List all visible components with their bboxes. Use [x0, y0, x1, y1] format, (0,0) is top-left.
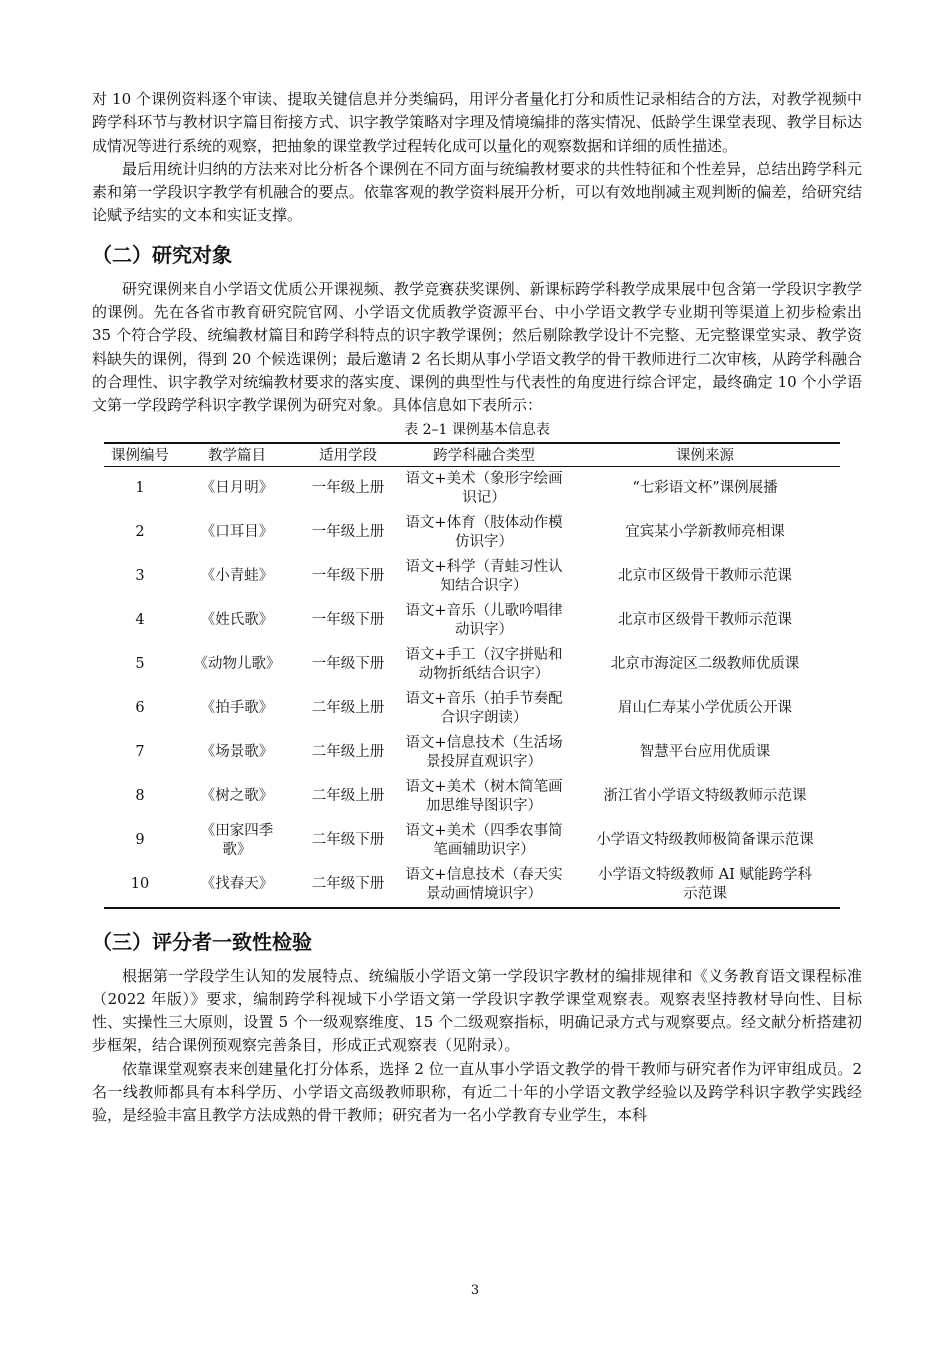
cell-integration-type	[398, 819, 570, 863]
cell-lesson-title	[176, 819, 298, 863]
cell-lesson-title	[176, 643, 298, 687]
cell-source	[570, 511, 840, 555]
cell-grade-text: 二年级下册	[311, 832, 385, 849]
table-row	[104, 863, 840, 908]
paragraph-intro-1: 对 10 个课例资料逐个审读、提取关键信息并分类编码，用评分者量化打分和质性记录相结合的方法，对教学视频中跨学科环节与教材识字篇目衔接方式、识字教学策略对字理及情境编排的落实情况、低龄学生课堂表现、教学目标达成情况等进行系统的观察，把抽象的课堂教学过程转化成可以量化的观察数据和详细的质性描述。	[92, 90, 862, 155]
cell-integration-type-text: 语文+信息技术（春天实景动画情境识字）	[405, 866, 563, 902]
table-row	[104, 687, 840, 731]
cell-course-id-text: 7	[135, 744, 145, 761]
header-integration-type: 跨学科融合类型	[398, 443, 570, 467]
cell-grade-text: 一年级上册	[311, 480, 385, 497]
cell-integration-type	[398, 863, 570, 908]
cell-course-id-text: 1	[135, 480, 145, 497]
cell-grade	[298, 863, 398, 908]
cell-integration-type-text: 语文+美术（四季农事简笔画辅助识字）	[405, 822, 563, 858]
cell-grade	[298, 599, 398, 643]
cell-source-text: 智慧平台应用优质课	[639, 744, 771, 761]
cell-course-id	[104, 555, 176, 599]
cell-course-id	[104, 731, 176, 775]
cell-grade	[298, 775, 398, 819]
cell-lesson-title-text: 《小青蛙》	[200, 568, 274, 585]
cell-integration-type-text: 语文+音乐（拍手节奏配合识字朗读）	[405, 690, 563, 726]
cell-lesson-title-text: 《拍手歌》	[200, 700, 274, 717]
paragraph-intro-2: 最后用统计归纳的方法来对比分析各个课例在不同方面与统编教材要求的共性特征和个性差异，总结出跨学科元素和第一学段识字教学有机融合的要点。依靠客观的教学资料展开分析，可以有效地削减主观判断的偏差，给研究结论赋予结实的文本和实证支撑。	[92, 159, 862, 225]
cell-integration-type	[398, 555, 570, 599]
cell-integration-type	[398, 687, 570, 731]
cell-integration-type	[398, 466, 570, 511]
cell-grade-text: 一年级下册	[311, 568, 385, 585]
cell-source-text: 北京市区级骨干教师示范课	[618, 612, 792, 629]
table-body	[104, 466, 840, 908]
cell-source-text: 小学语文特级教师 AI 赋能跨学科示范课	[598, 866, 812, 902]
cell-course-id-text: 2	[135, 524, 145, 541]
table-row	[104, 511, 840, 555]
cell-grade-text: 二年级下册	[311, 876, 385, 893]
cell-grade	[298, 687, 398, 731]
cell-source	[570, 555, 840, 599]
cell-grade	[298, 819, 398, 863]
paragraph-rater-1: 根据第一学段学生认知的发展特点、统编版小学语文第一学段识字教材的编排规律和《义务教育语文课程标准（2022 年版）》要求，编制跨学科视域下小学语文第一学段识字教学课堂观察表。观察表坚持教材导向性、目标性、实操性三大原则，设置 5 个一级观察维度、15 个二级观察指标，明确记录方式与观察要点。经文献分析搭建初步框架，结合课例预观察完善条目，形成正式观察表（见附录）。	[92, 966, 862, 1055]
cell-lesson-title	[176, 775, 298, 819]
cell-grade	[298, 511, 398, 555]
cell-source	[570, 466, 840, 511]
cell-source	[570, 775, 840, 819]
cell-grade-text: 二年级上册	[311, 788, 385, 805]
cell-course-id	[104, 775, 176, 819]
cell-lesson-title	[176, 511, 298, 555]
cell-integration-type	[398, 775, 570, 819]
cell-lesson-title	[176, 466, 298, 511]
cell-lesson-title	[176, 863, 298, 908]
cell-grade	[298, 555, 398, 599]
cell-source-text: 浙江省小学语文特级教师示范课	[603, 788, 807, 805]
cell-course-id-text: 5	[135, 656, 145, 673]
cell-integration-type	[398, 599, 570, 643]
cell-grade-text: 二年级上册	[311, 744, 385, 761]
cell-source	[570, 863, 840, 908]
cell-course-id-text: 4	[135, 612, 145, 629]
cell-source	[570, 599, 840, 643]
table-row	[104, 819, 840, 863]
paragraph-rater-2: 依靠课堂观察表来创建量化打分体系，选择 2 位一直从事小学语文教学的骨干教师与研究者作为评审组成员。2 名一线教师都具有本科学历、小学语文高级教师职称，有近二十年的小学语文教学经验以及跨学科识字教学实践经验，是经验丰富且教学方法成熟的骨干教师；研究者为一名小学教育专业学生，本科	[92, 1059, 862, 1125]
cell-lesson-title-text: 《树之歌》	[200, 788, 274, 805]
cell-lesson-title-text: 《口耳目》	[200, 524, 274, 541]
cell-course-id	[104, 599, 176, 643]
header-grade: 适用学段	[298, 443, 398, 467]
cell-lesson-title-text: 《日月明》	[200, 480, 274, 497]
cell-integration-type-text: 语文+体育（肢体动作模仿识字）	[405, 514, 563, 550]
table-header-row	[104, 443, 840, 467]
cell-course-id	[104, 687, 176, 731]
cell-course-id	[104, 819, 176, 863]
cell-lesson-title	[176, 731, 298, 775]
table-row	[104, 555, 840, 599]
cell-course-id	[104, 863, 176, 908]
cell-source-text: 北京市区级骨干教师示范课	[618, 568, 792, 585]
cell-lesson-title	[176, 555, 298, 599]
cell-lesson-title-text: 《姓氏歌》	[200, 612, 274, 629]
cell-lesson-title-text: 《田家四季歌》	[200, 822, 274, 858]
cell-source-text: 眉山仁寿某小学优质公开课	[618, 700, 792, 717]
cell-integration-type	[398, 731, 570, 775]
cell-grade-text: 二年级上册	[311, 700, 385, 717]
cell-source	[570, 643, 840, 687]
cell-course-id-text: 10	[130, 876, 150, 893]
cell-integration-type-text: 语文+美术（树木简笔画加思维导图识字）	[405, 778, 563, 814]
cell-grade	[298, 466, 398, 511]
header-course-id: 课例编号	[104, 443, 176, 467]
cell-integration-type-text: 语文+科学（青蛙习性认知结合识字）	[405, 558, 563, 594]
cell-course-id-text: 6	[135, 700, 145, 717]
cell-source-text: 小学语文特级教师极简备课示范课	[596, 832, 814, 849]
cell-course-id	[104, 466, 176, 511]
cell-source-text: 宜宾某小学新教师亮相课	[625, 524, 785, 541]
cell-grade-text: 一年级上册	[311, 524, 385, 541]
cell-course-id	[104, 643, 176, 687]
cell-source-text: “七彩语文杯”课例展播	[632, 480, 778, 497]
cell-lesson-title	[176, 599, 298, 643]
cell-grade	[298, 731, 398, 775]
cell-lesson-title-text: 《场景歌》	[200, 744, 274, 761]
cell-grade-text: 一年级下册	[311, 656, 385, 673]
cell-source-text: 北京市海淀区二级教师优质课	[610, 656, 800, 673]
paragraph-research-objects: 研究课例来自小学语文优质公开课视频、教学竞赛获奖课例、新课标跨学科教学成果展中包含第一学段识字教学的课例。先在各省市教育研究院官网、小学语文优质教学资源平台、中小学语文教学专业期刊等渠道上初步检索出 35 个符合学段、统编教材篇目和跨学科特点的识字教学课例；然后剔除教学设计不完整、无完整课堂实录、教学资料缺失的课例，得到 20 个候选课例；最后邀请 2 名长期从事小学语文教学的骨干教师进行二次审核，从跨学科融合的合理性、识字教学对统编教材要求的落实度、课例的典型性与代表性的角度进行综合评定，最终确定 10 个小学语文第一学段跨学科识字教学课例为研究对象。具体信息如下表所示：	[92, 279, 862, 415]
section-title-research-objects: （二）研究对象	[92, 242, 232, 267]
page-content	[92, 88, 862, 1128]
section-title-rater-consistency: （三）评分者一致性检验	[92, 929, 312, 954]
cell-integration-type-text: 语文+信息技术（生活场景投屏直观识字）	[405, 734, 563, 770]
page-number: 3	[470, 1283, 480, 1298]
cell-integration-type	[398, 643, 570, 687]
cell-course-id-text: 8	[135, 788, 145, 805]
header-source: 课例来源	[570, 443, 840, 467]
cell-course-id-text: 3	[135, 568, 145, 585]
cell-grade-text: 一年级下册	[311, 612, 385, 629]
cell-lesson-title	[176, 687, 298, 731]
cell-integration-type-text: 语文+音乐（儿歌吟唱律动识字）	[405, 602, 563, 638]
cell-lesson-title-text: 《动物儿歌》	[193, 656, 281, 673]
cell-lesson-title-text: 《找春天》	[200, 876, 274, 893]
table-row	[104, 775, 840, 819]
cell-source	[570, 819, 840, 863]
cell-source	[570, 687, 840, 731]
cell-course-id-text: 9	[135, 832, 145, 849]
table-row	[104, 599, 840, 643]
table-row	[104, 731, 840, 775]
cell-integration-type	[398, 511, 570, 555]
cell-integration-type-text: 语文+美术（象形字绘画识记）	[405, 470, 563, 506]
cell-grade	[298, 643, 398, 687]
table-row	[104, 466, 840, 511]
cell-source	[570, 731, 840, 775]
cell-course-id	[104, 511, 176, 555]
table-caption: 表 2–1 课例基本信息表	[404, 421, 550, 438]
table-row	[104, 643, 840, 687]
header-lesson-title: 教学篇目	[176, 443, 298, 467]
cell-integration-type-text: 语文+手工（汉字拼贴和动物折纸结合识字）	[405, 646, 563, 682]
course-info-table	[104, 442, 840, 909]
